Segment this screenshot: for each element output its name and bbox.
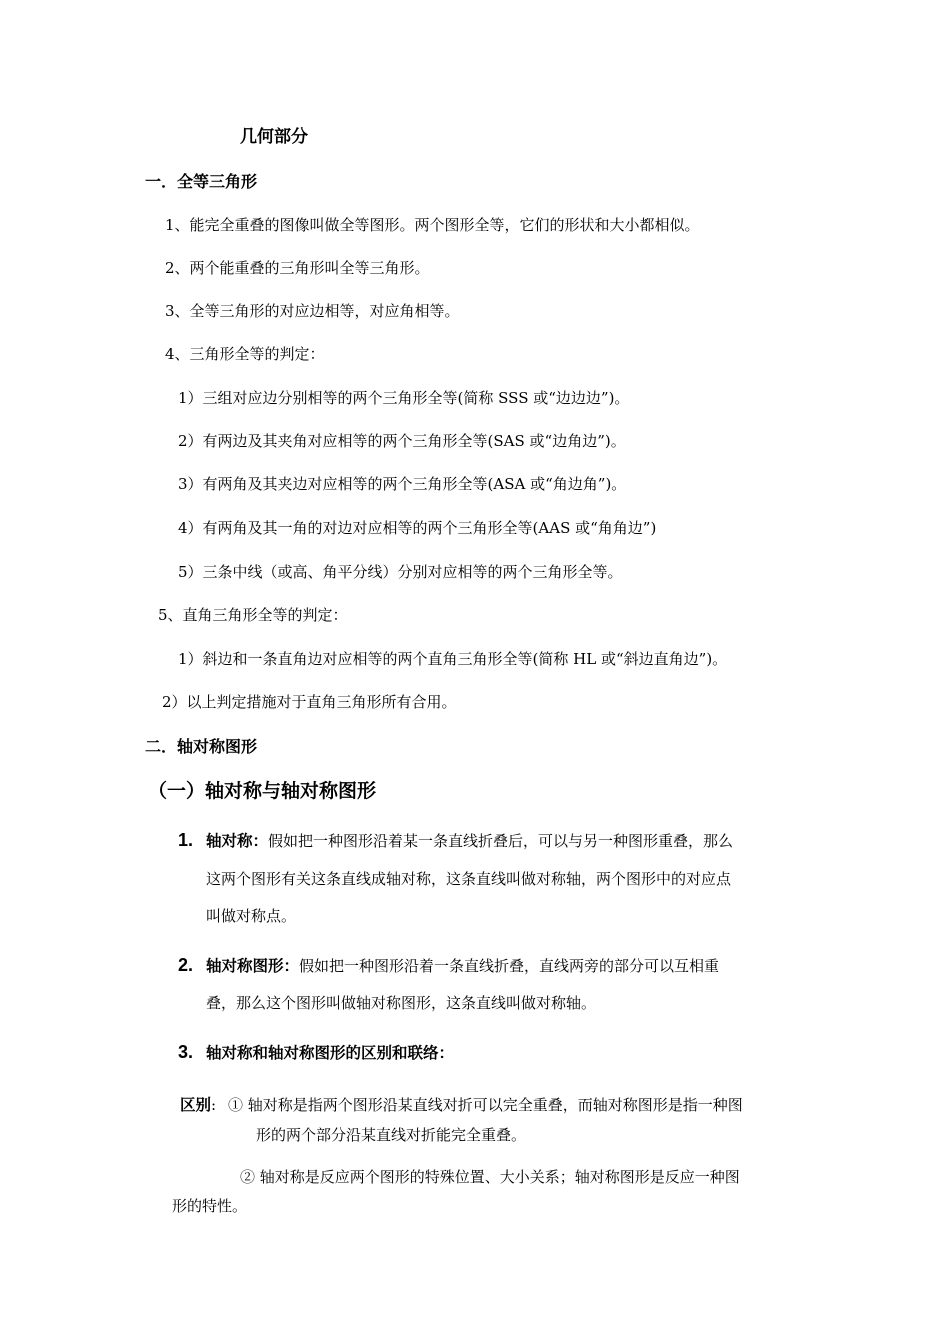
criterion-right-triangle-note: 2）以上判定措施对于直角三角形所有合用。	[162, 693, 457, 711]
difference-b-line-2: 形的特性。	[172, 1197, 248, 1215]
criterion-aas: 4）有两角及其一角的对边对应相等的两个三角形全等(AAS 或“角角边”)	[178, 519, 657, 537]
item-1-number: 1.	[178, 830, 194, 850]
item-2-text-1: 假如把一种图形沿着一条直线折叠，直线两旁的部分可以互相重	[299, 957, 720, 975]
item-3-term: 轴对称和轴对称图形的区别和联络：	[206, 1044, 455, 1062]
item-1-line-3: 叫做对称点。	[206, 907, 297, 925]
subsection-heading: （一）轴对称与轴对称图形	[148, 780, 377, 802]
item-1-term: 轴对称：	[206, 832, 269, 850]
difference-b-line-1: ② 轴对称是反应两个图形的特殊位置、大小关系；轴对称图形是反应一种图	[240, 1168, 740, 1186]
item-2-number: 2.	[178, 955, 194, 975]
paragraph-5: 5、直角三角形全等的判定：	[158, 606, 348, 624]
item-1-line-1	[206, 831, 733, 851]
difference-label: 区别	[180, 1096, 212, 1114]
paragraph-1: 1、能完全重叠的图像叫做全等图形。两个图形全等，它们的形状和大小都相似。	[165, 216, 700, 234]
item-3-number: 3.	[178, 1042, 194, 1062]
page-title: 几何部分	[240, 127, 308, 147]
difference-line-1	[180, 1095, 216, 1115]
paragraph-2: 2、两个能重叠的三角形叫全等三角形。	[165, 259, 430, 277]
item-2-line-1	[206, 956, 719, 976]
section-heading-congruent-triangles: 一．全等三角形	[145, 172, 258, 191]
difference-a-line-2: 形的两个部分沿某直线对折能完全重叠。	[256, 1126, 527, 1144]
section-heading-axial-symmetry: 二．轴对称图形	[145, 737, 258, 756]
criterion-sas: 2）有两边及其夹角对应相等的两个三角形全等(SAS 或“边角边”)。	[178, 432, 626, 450]
criterion-hl: 1）斜边和一条直角边对应相等的两个直角三角形全等(简称 HL 或“斜边直角边”)。	[178, 650, 728, 668]
paragraph-4: 4、三角形全等的判定：	[165, 345, 325, 363]
item-2-term: 轴对称图形：	[206, 957, 300, 975]
difference-colon: :	[211, 1096, 217, 1114]
item-1-text-1: 假如把一种图形沿着某一条直线折叠后，可以与另一种图形重叠，那么	[268, 832, 734, 850]
paragraph-3: 3、全等三角形的对应边相等，对应角相等。	[165, 302, 460, 320]
criterion-median: 5）三条中线（或高、角平分线）分别对应相等的两个三角形全等。	[178, 563, 623, 581]
criterion-sss: 1）三组对应边分别相等的两个三角形全等(简称 SSS 或“边边边”)。	[178, 389, 630, 407]
item-1-line-2: 这两个图形有关这条直线成轴对称，这条直线叫做对称轴，两个图形中的对应点	[206, 870, 732, 888]
criterion-asa: 3）有两角及其夹边对应相等的两个三角形全等(ASA 或“角边角”)。	[178, 475, 627, 493]
item-2-line-2: 叠，那么这个图形叫做轴对称图形，这条直线叫做对称轴。	[206, 994, 597, 1012]
difference-a-line-1: ① 轴对称是指两个图形沿某直线对折可以完全重叠，而轴对称图形是指一种图	[228, 1096, 743, 1114]
